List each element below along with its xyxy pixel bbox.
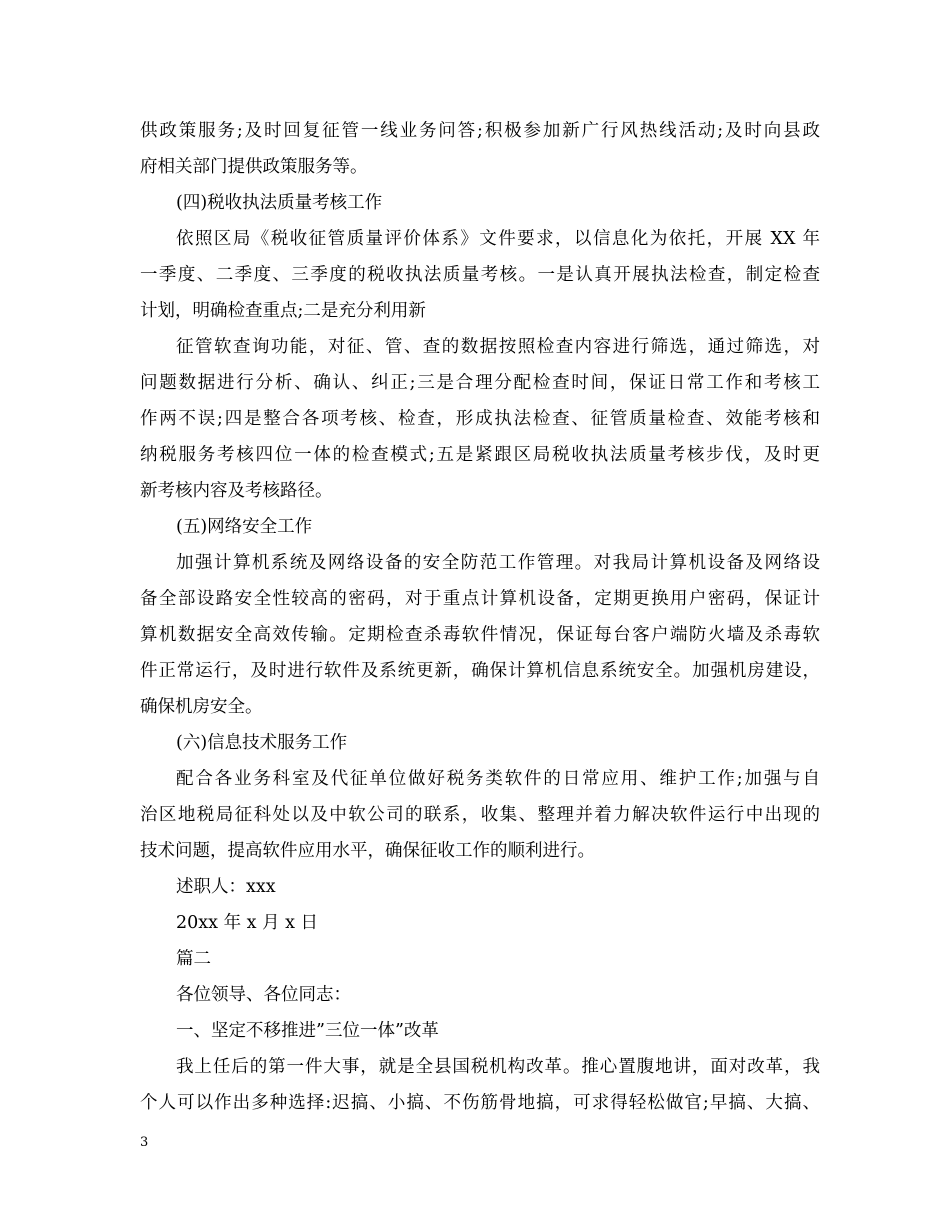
text-line: 算机数据安全高效传输。定期检查杀毒软件情况，保证每台客户端防火墙及杀毒软 (140, 625, 820, 645)
text-line: 技术问题，提高软件应用水平，确保征收工作的顺利进行。 (140, 841, 595, 861)
text-line: 作两不误;四是整合各项考核、检查，形成执法检查、征管质量检查、效能考核和 (140, 409, 820, 429)
text-line: 新考核内容及考核路径。 (140, 481, 333, 501)
section-heading: (四)税收执法质量考核工作 (176, 193, 383, 213)
text-line: 依照区局《税收征管质量评价体系》文件要求，以信息化为依托，开展 XX 年 (176, 229, 820, 249)
section-heading: 一、坚定不移推进”三位一体”改革 (176, 1021, 439, 1041)
text-line: 供政策服务;及时回复征管一线业务问答;积极参加新广行风热线活动;及时向县政 (140, 121, 820, 141)
salutation: 各位领导、各位同志： (176, 985, 351, 1005)
text-line: 一季度、二季度、三季度的税收执法质量考核。一是认真开展执法检查，制定检查 (140, 265, 820, 285)
text-line: 问题数据进行分析、确认、纠正;三是合理分配检查时间，保证日常工作和考核工 (140, 373, 820, 393)
section-heading: (六)信息技术服务工作 (176, 733, 348, 753)
section-heading: (五)网络安全工作 (176, 517, 313, 537)
text-line: 备全部设路安全性较高的密码，对于重点计算机设备，定期更换用户密码，保证计 (140, 589, 820, 609)
text-line: 我上任后的第一件大事，就是全县国税机构改革。推心置腹地讲，面对改革，我 (176, 1057, 820, 1077)
text-line: 府相关部门提供政策服务等。 (140, 157, 368, 177)
text-line: 确保机房安全。 (140, 697, 263, 717)
text-line: 配合各业务科室及代征单位做好税务类软件的日常应用、维护工作;加强与自 (176, 769, 820, 789)
text-line: 计划，明确检查重点;二是充分利用新 (140, 301, 426, 321)
signature-line: 述职人：xxx (176, 877, 276, 897)
part-heading: 篇二 (176, 949, 211, 969)
text-line: 个人可以作出多种选择:迟搞、小搞、不伤筋骨地搞，可求得轻松做官;早搞、大搞、 (140, 1093, 820, 1113)
date-line: 20xx 年 x 月 x 日 (176, 913, 319, 933)
text-line: 纳税服务考核四位一体的检查模式;五是紧跟区局税收执法质量考核步伐，及时更 (140, 445, 820, 465)
text-line: 件正常运行，及时进行软件及系统更新，确保计算机信息系统安全。加强机房建设， (140, 661, 820, 681)
page-number: 3 (140, 1135, 149, 1150)
text-line: 征管软查询功能，对征、管、查的数据按照检查内容进行筛选，通过筛选，对 (176, 337, 820, 357)
document-body (140, 113, 820, 1121)
text-line: 治区地税局征科处以及中软公司的联系，收集、整理并着力解决软件运行中出现的 (140, 805, 820, 825)
text-line: 加强计算机系统及网络设备的安全防范工作管理。对我局计算机设备及网络设 (176, 553, 820, 573)
